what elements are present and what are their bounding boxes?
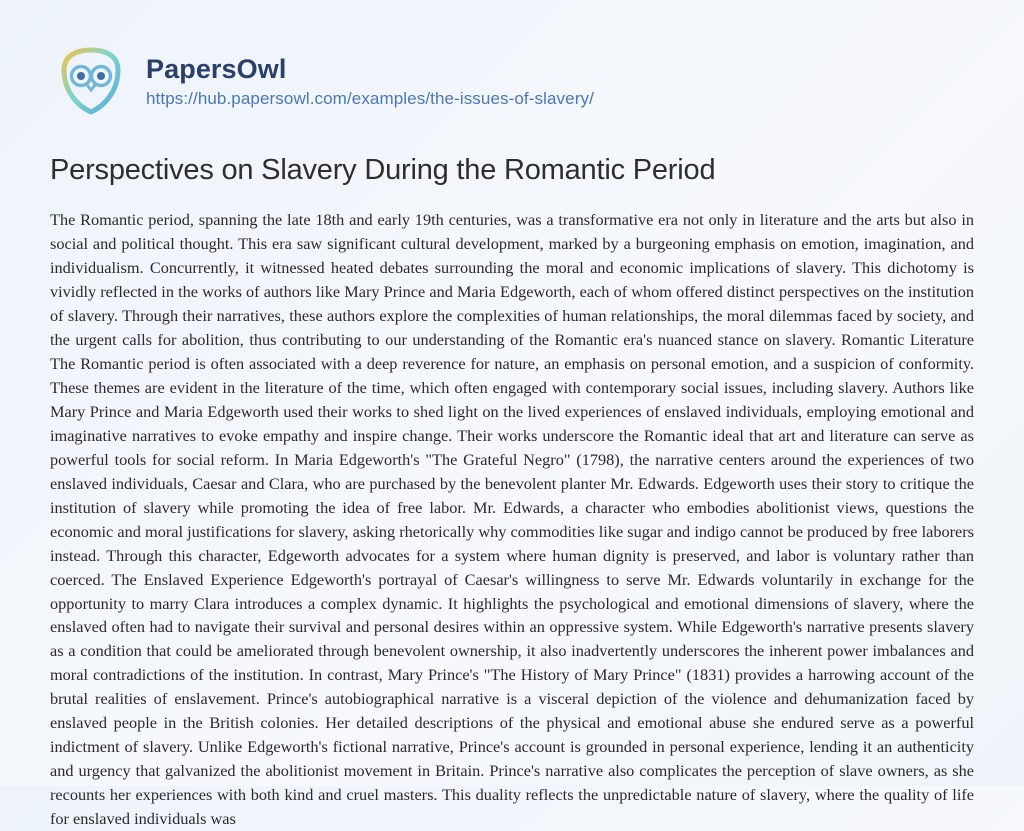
brand-block	[146, 55, 594, 109]
site-header	[44, 44, 980, 118]
source-url[interactable]: https://hub.papersowl.com/examples/the-issues-of-slavery/	[146, 88, 594, 108]
article-container	[44, 152, 980, 831]
brand-name: PapersOwl	[146, 53, 287, 84]
page-title: Perspectives on Slavery During the Romantic Period	[50, 154, 716, 186]
article-body-text: The Romantic period, spanning the late 18th and early 19th centuries, was a transformative era not only in literature and the arts but also in social and political thought. This era saw significant cultural development, marked by a burgeoning emphasis on emotion, imagination, and individualism. Concurrently, it witnessed heated debates surrounding the moral and economic implications of slavery. This dichotomy is vividly reflected in the works of authors like Mary Prince and Maria Edgeworth, each of whom offered distinct perspectives on the institution of slavery. Through their narratives, these authors explore the complexities of human relationships, the moral dilemmas faced by society, and the urgent calls for abolition, thus contributing to our understanding of the Romantic era's nuanced stance on slavery. Romantic Literature The Romantic period is often associated with a deep reverence for nature, an emphasis on personal emotion, and a suspicion of conformity. These themes are evident in the literature of the time, which often engaged with contemporary social issues, including slavery. Authors like Mary Prince and Maria Edgeworth used their works to shed light on the lived experiences of enslaved individuals, employing emotional and imaginative narratives to evoke empathy and inspire change. Their works underscore the Romantic ideal that art and literature can serve as powerful tools for social reform. In Maria Edgeworth's "The Grateful Negro" (1798), the narrative centers around the experiences of two enslaved individuals, Caesar and Clara, who are purchased by the benevolent planter Mr. Edwards. Edgeworth uses their story to critique the institution of slavery while promoting the idea of free labor. Mr. Edwards, a character who embodies abolitionist views, questions the economic and moral justifications for slavery, asking rhetorically why commodities like sugar and indigo cannot be produced by free laborers instead. Through this character, Edgeworth advocates for a system where human dignity is preserved, and labor is voluntary rather than coerced. The Enslaved Experience Edgeworth's portrayal of Caesar's willingness to serve Mr. Edwards voluntarily in exchange for the opportunity to marry Clara introduces a complex dynamic. It highlights the psychological and emotional dimensions of slavery, where the enslaved often had to navigate their survival and personal desires within an oppressive system. While Edgeworth's narrative presents slavery as a condition that could be ameliorated through benevolent ownership, it also inadvertently underscores the inherent power imbalances and moral contradictions of the institution. In contrast, Mary Prince's "The History of Mary Prince" (1831) provides a harrowing account of the brutal realities of enslavement. Prince's autobiographical narrative is a visceral depiction of the violence and dehumanization faced by enslaved people in the British colonies. Her detailed descriptions of the physical and emotional abuse she endured serve as a powerful indictment of slavery. Unlike Edgeworth's fictional narrative, Prince's account is grounded in personal experience, lending it an authenticity and urgency that galvanized the abolitionist movement in Britain. Prince's narrative also complicates the perception of slave owners, as she recounts her experiences with both kind and cruel masters. This duality reflects the unpredictable nature of slavery, where the quality of life for enslaved individuals was	[50, 210, 974, 829]
owl-logo-icon	[54, 44, 128, 118]
